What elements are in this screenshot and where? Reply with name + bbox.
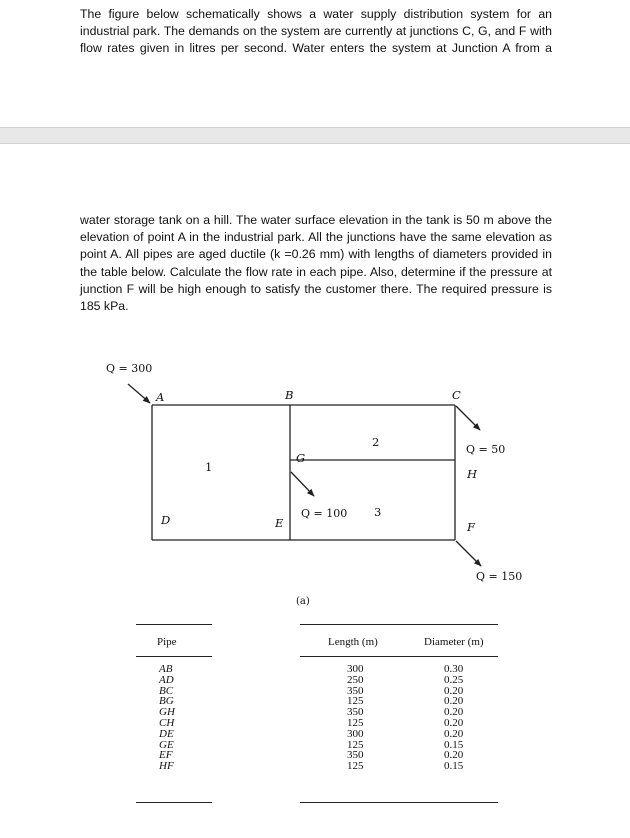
node-label-c: C: [452, 388, 461, 402]
text-line: flow rates given in litres per second. Water enters the system at Junction A from a: [80, 41, 552, 56]
table-top-rule: [300, 624, 498, 625]
pipe-cell: BG: [159, 695, 174, 708]
diameter-cell: 0.20: [444, 716, 464, 729]
length-cell: 350: [347, 684, 364, 697]
pipe-cell: DE: [159, 727, 174, 740]
outflow-arrow-c: [456, 406, 480, 430]
text-line: 185 kPa.: [80, 299, 129, 314]
text-line: industrial park. The demands on the system are currently at junctions C, G, and F with: [80, 24, 552, 39]
diameter-cell: 0.20: [444, 684, 464, 697]
pipe-column: [159, 664, 175, 772]
length-cell: 250: [347, 673, 364, 686]
figure-caption: (a): [296, 596, 310, 607]
flow-label-a: Q = 300: [106, 362, 153, 375]
length-cell: 125: [347, 716, 364, 729]
flow-label-f: Q = 150: [476, 570, 523, 583]
length-cell: 125: [347, 738, 364, 751]
loop-label-1: 1: [205, 460, 213, 474]
pipe-cell: CH: [159, 716, 175, 729]
pipe-cell: EF: [159, 749, 173, 762]
length-cell: 125: [347, 695, 364, 708]
loop-label-2: 2: [372, 435, 380, 449]
header-length: Length (m): [328, 636, 378, 648]
table-header-rule: [300, 656, 498, 657]
diameter-cell: 0.20: [444, 727, 464, 740]
outflow-arrow-f: [456, 541, 481, 566]
node-label-h: H: [467, 467, 478, 481]
text-line: The figure below schematically shows a water supply distribution system for an: [80, 7, 552, 21]
text-line: water storage tank on a hill. The water surface elevation in the tank is 50 m above the: [80, 213, 552, 227]
text-line: elevation of point A in the industrial park. All the junctions have the same elevation as: [80, 230, 552, 245]
pipe-cell: AB: [159, 663, 173, 675]
header-pipe: Pipe: [157, 636, 177, 648]
diameter-cell: 0.30: [444, 663, 464, 675]
flow-label-g: Q = 100: [301, 507, 348, 520]
text-line: point A. All pipes are aged ductile (k =0.26 mm) with lengths of diameters provided in: [80, 247, 552, 262]
length-cell: 300: [347, 727, 364, 740]
diameter-cell: 0.20: [444, 749, 464, 762]
length-cell: 350: [347, 749, 364, 762]
outflow-arrow-g: [291, 472, 314, 496]
loop-label-3: 3: [374, 505, 382, 519]
length-column: [347, 664, 364, 772]
pipe-cell: HF: [159, 760, 174, 773]
inflow-arrow-a: [128, 384, 150, 403]
pipe-cell: BC: [159, 684, 174, 697]
diameter-cell: 0.20: [444, 706, 464, 719]
table-bottom-rule: [136, 802, 212, 803]
length-cell: 125: [347, 760, 364, 773]
diameter-cell: 0.25: [444, 673, 464, 686]
length-cell: 300: [347, 663, 364, 675]
table-header-rule: [136, 656, 212, 657]
pipe-cell: AD: [159, 673, 174, 686]
diameter-column: [444, 664, 463, 772]
node-label-b: B: [285, 388, 294, 402]
table-top-rule: [136, 624, 212, 625]
diameter-cell: 0.15: [444, 760, 464, 773]
diameter-cell: 0.15: [444, 738, 464, 751]
node-label-e: E: [275, 516, 284, 530]
node-label-d: D: [161, 513, 171, 527]
diameter-cell: 0.20: [444, 695, 464, 708]
pipe-cell: GE: [159, 738, 174, 751]
node-label-g: G: [296, 451, 306, 465]
table-bottom-rule: [300, 802, 498, 803]
text-line: the table below. Calculate the flow rate in each pipe. Also, determine if the pressure at: [80, 264, 552, 279]
text-line: junction F will be high enough to satisfy the customer there. The required pressure is: [80, 281, 552, 296]
header-diameter: Diameter (m): [424, 636, 484, 648]
pipe-cell: GH: [159, 706, 175, 719]
flow-label-c: Q = 50: [466, 443, 506, 456]
node-label-f: F: [467, 520, 475, 534]
node-label-a: A: [156, 390, 165, 404]
length-cell: 350: [347, 706, 364, 719]
